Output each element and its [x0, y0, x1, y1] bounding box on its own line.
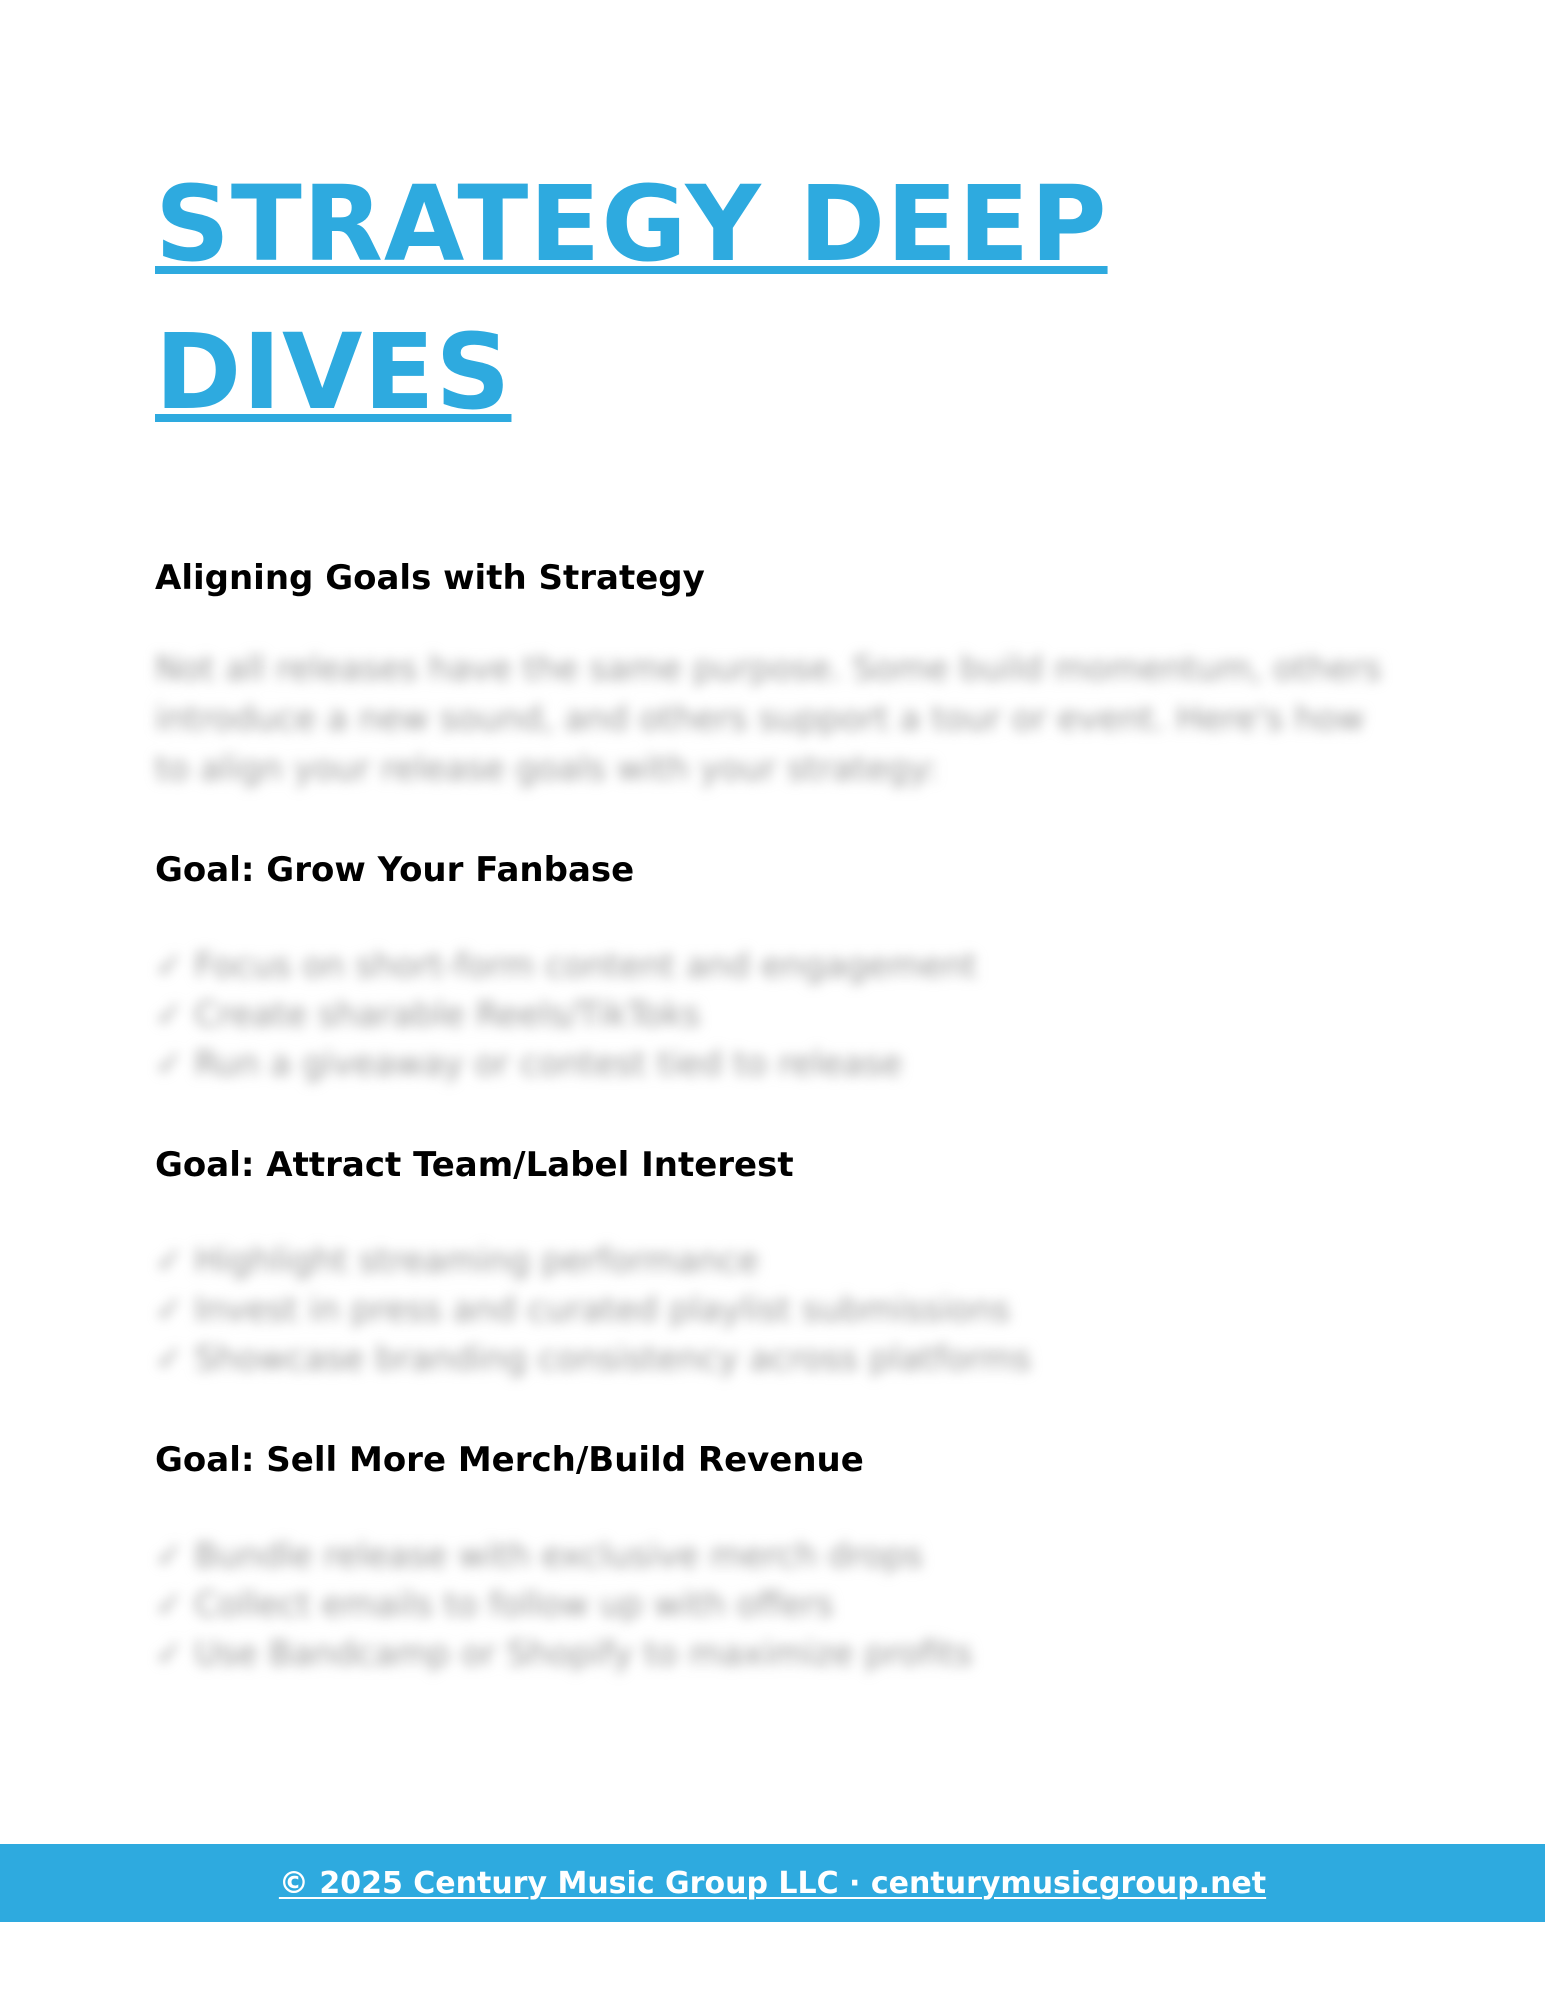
goal-list-merch-revenue [155, 1532, 1395, 1679]
list-item: ✓ Focus on short-form content and engagement [155, 946, 978, 986]
footer-bar [0, 1844, 1545, 1922]
list-item: ✓ Highlight streaming performance [155, 1241, 759, 1281]
list-item: ✓ Collect emails to follow up with offers [155, 1585, 834, 1625]
list-item: ✓ Create sharable Reels/TikToks [155, 995, 701, 1035]
list-item: ✓ Invest in press and curated playlist submissions [155, 1290, 1011, 1330]
list-item: ✓ Use Bandcamp or Shopify to maximize profits [155, 1634, 973, 1674]
list-item: ✓ Run a giveaway or contest tied to release [155, 1044, 903, 1084]
goal-list-fanbase [155, 942, 1395, 1089]
footer-link[interactable]: © 2025 Century Music Group LLC · centurymusicgroup.net [278, 1865, 1267, 1901]
section-heading-aligning-goals: Aligning Goals with Strategy [155, 558, 705, 598]
goal-list-team-label [155, 1237, 1395, 1384]
list-item: ✓ Bundle release with exclusive merch drops [155, 1536, 923, 1576]
goal-heading-fanbase: Goal: Grow Your Fanbase [155, 850, 635, 890]
page-title: STRATEGY DEEP DIVES [155, 163, 1108, 433]
intro-paragraph: Not all releases have the same purpose. Some build momentum, others introduce a new sound, and others support a tour or event. Here's how to align your release goals with your strategy: [155, 649, 1382, 789]
list-item: ✓ Showcase branding consistency across platforms [155, 1339, 1032, 1379]
document-page [155, 150, 1395, 1679]
goal-heading-merch-revenue: Goal: Sell More Merch/Build Revenue [155, 1440, 864, 1480]
goal-heading-team-label: Goal: Attract Team/Label Interest [155, 1145, 794, 1185]
